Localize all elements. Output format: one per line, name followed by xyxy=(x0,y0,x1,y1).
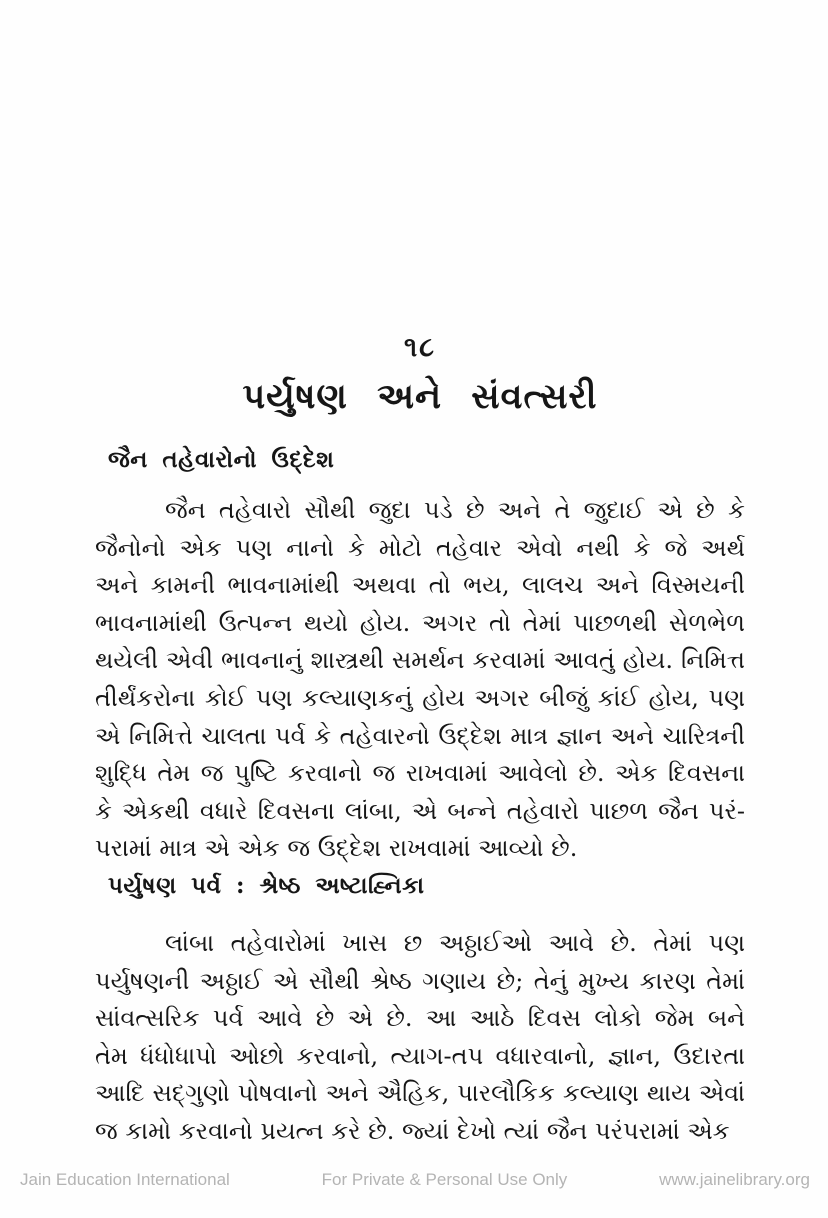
text-line: પર્યુષણની અઠ્ઠાઈ એ સૌથી શ્રેષ્ઠ ગણાય છે; તેનું મુખ્ય કારણ તેમાં xyxy=(95,966,745,995)
text-line: જૈન તહેવારો સૌથી જુદા પડે છે અને તે જુદાઈ એ છે કે xyxy=(165,496,745,524)
text-line: ભાવનામાંથી ઉત્પન્ન થયો હોય. અગર તો તેમાં પાછળથી સેળભેળ xyxy=(95,608,745,637)
text-line: સાંવત્સરિક પર્વ આવે છે એ છે. આ આઠે દિવસ લોકો જેમ બને xyxy=(95,1004,745,1033)
footer-right-text: www.jainelibrary.org xyxy=(659,1170,810,1189)
text-line: થયેલી એવી ભાવનાનું શાસ્ત્રથી સમર્થન કરવામાં આવતું હોય. નિમિત્ત xyxy=(95,646,745,675)
text-line: તેમ ધંધોધાપો ઓછો કરવાનો, ત્યાગ-તપ વધારવાનો, જ્ઞાન, ઉદારતા xyxy=(95,1041,745,1070)
footer-left-text: Jain Education International xyxy=(20,1170,230,1189)
paragraph-paryushan-aththai xyxy=(95,925,745,1151)
section-heading-jain-festivals-purpose: જૈન તહેવારોનો ઉદ્દેશ xyxy=(108,446,335,473)
text-line: જ કામો કરવાનો પ્રયત્ન કરે છે. જ્યાં દેખો ત્યાં જૈન પરંપરામાં એક xyxy=(95,1116,730,1145)
text-line: કે એકથી વધારે દિવસના લાંબા, એ બન્ને તહેવારો પાછળ જૈન પરં- xyxy=(95,796,745,825)
text-line: પરામાં માત્ર એ એક જ ઉદ્દેશ રાખવામાં આવ્યો છે. xyxy=(95,834,578,863)
paragraph-festivals-purpose xyxy=(95,492,745,868)
footer-center-text: For Private & Personal Use Only xyxy=(321,1170,568,1189)
section-heading-paryushan-ashtahnika: પર્યુષણ પર્વ : શ્રેષ્ઠ અષ્ટાહ્નિકા xyxy=(108,872,425,899)
text-line: અને કામની ભાવનામાંથી અથવા તો ભય, લાલચ અને વિસ્મયની xyxy=(95,571,745,600)
text-line: શુદ્ધિ તેમ જ પુષ્ટિ કરવાનો જ રાખવામાં આવેલો છે. એક દિવસના xyxy=(95,759,745,788)
scan-footer xyxy=(0,1170,828,1190)
text-line: તીર્થંકરોના કોઈ પણ કલ્યાણકનું હોય અગર બીજું કાંઈ હોય, પણ xyxy=(95,683,745,712)
text-line: લાંબા તહેવારોમાં ખાસ છ અઠ્ઠાઈઓ આવે છે. તેમાં પણ xyxy=(165,929,745,957)
text-line: જૈનોનો એક પણ નાનો કે મોટો તહેવાર એવો નથી કે જે અર્થ xyxy=(95,533,745,562)
text-line: એ નિમિત્તે ચાલતા પર્વ કે તહેવારનો ઉદ્દેશ માત્ર જ્ઞાન અને ચારિત્રની xyxy=(95,721,745,750)
text-line: આદિ સદ્ગુણો પોષવાનો અને ઐહિક, પારલૌકિક કલ્યાણ થાય એવાં xyxy=(95,1079,745,1108)
page-title: પર્યુષણ અને સંવત્સરી xyxy=(242,376,598,417)
chapter-number: ૧૮ xyxy=(403,332,437,363)
